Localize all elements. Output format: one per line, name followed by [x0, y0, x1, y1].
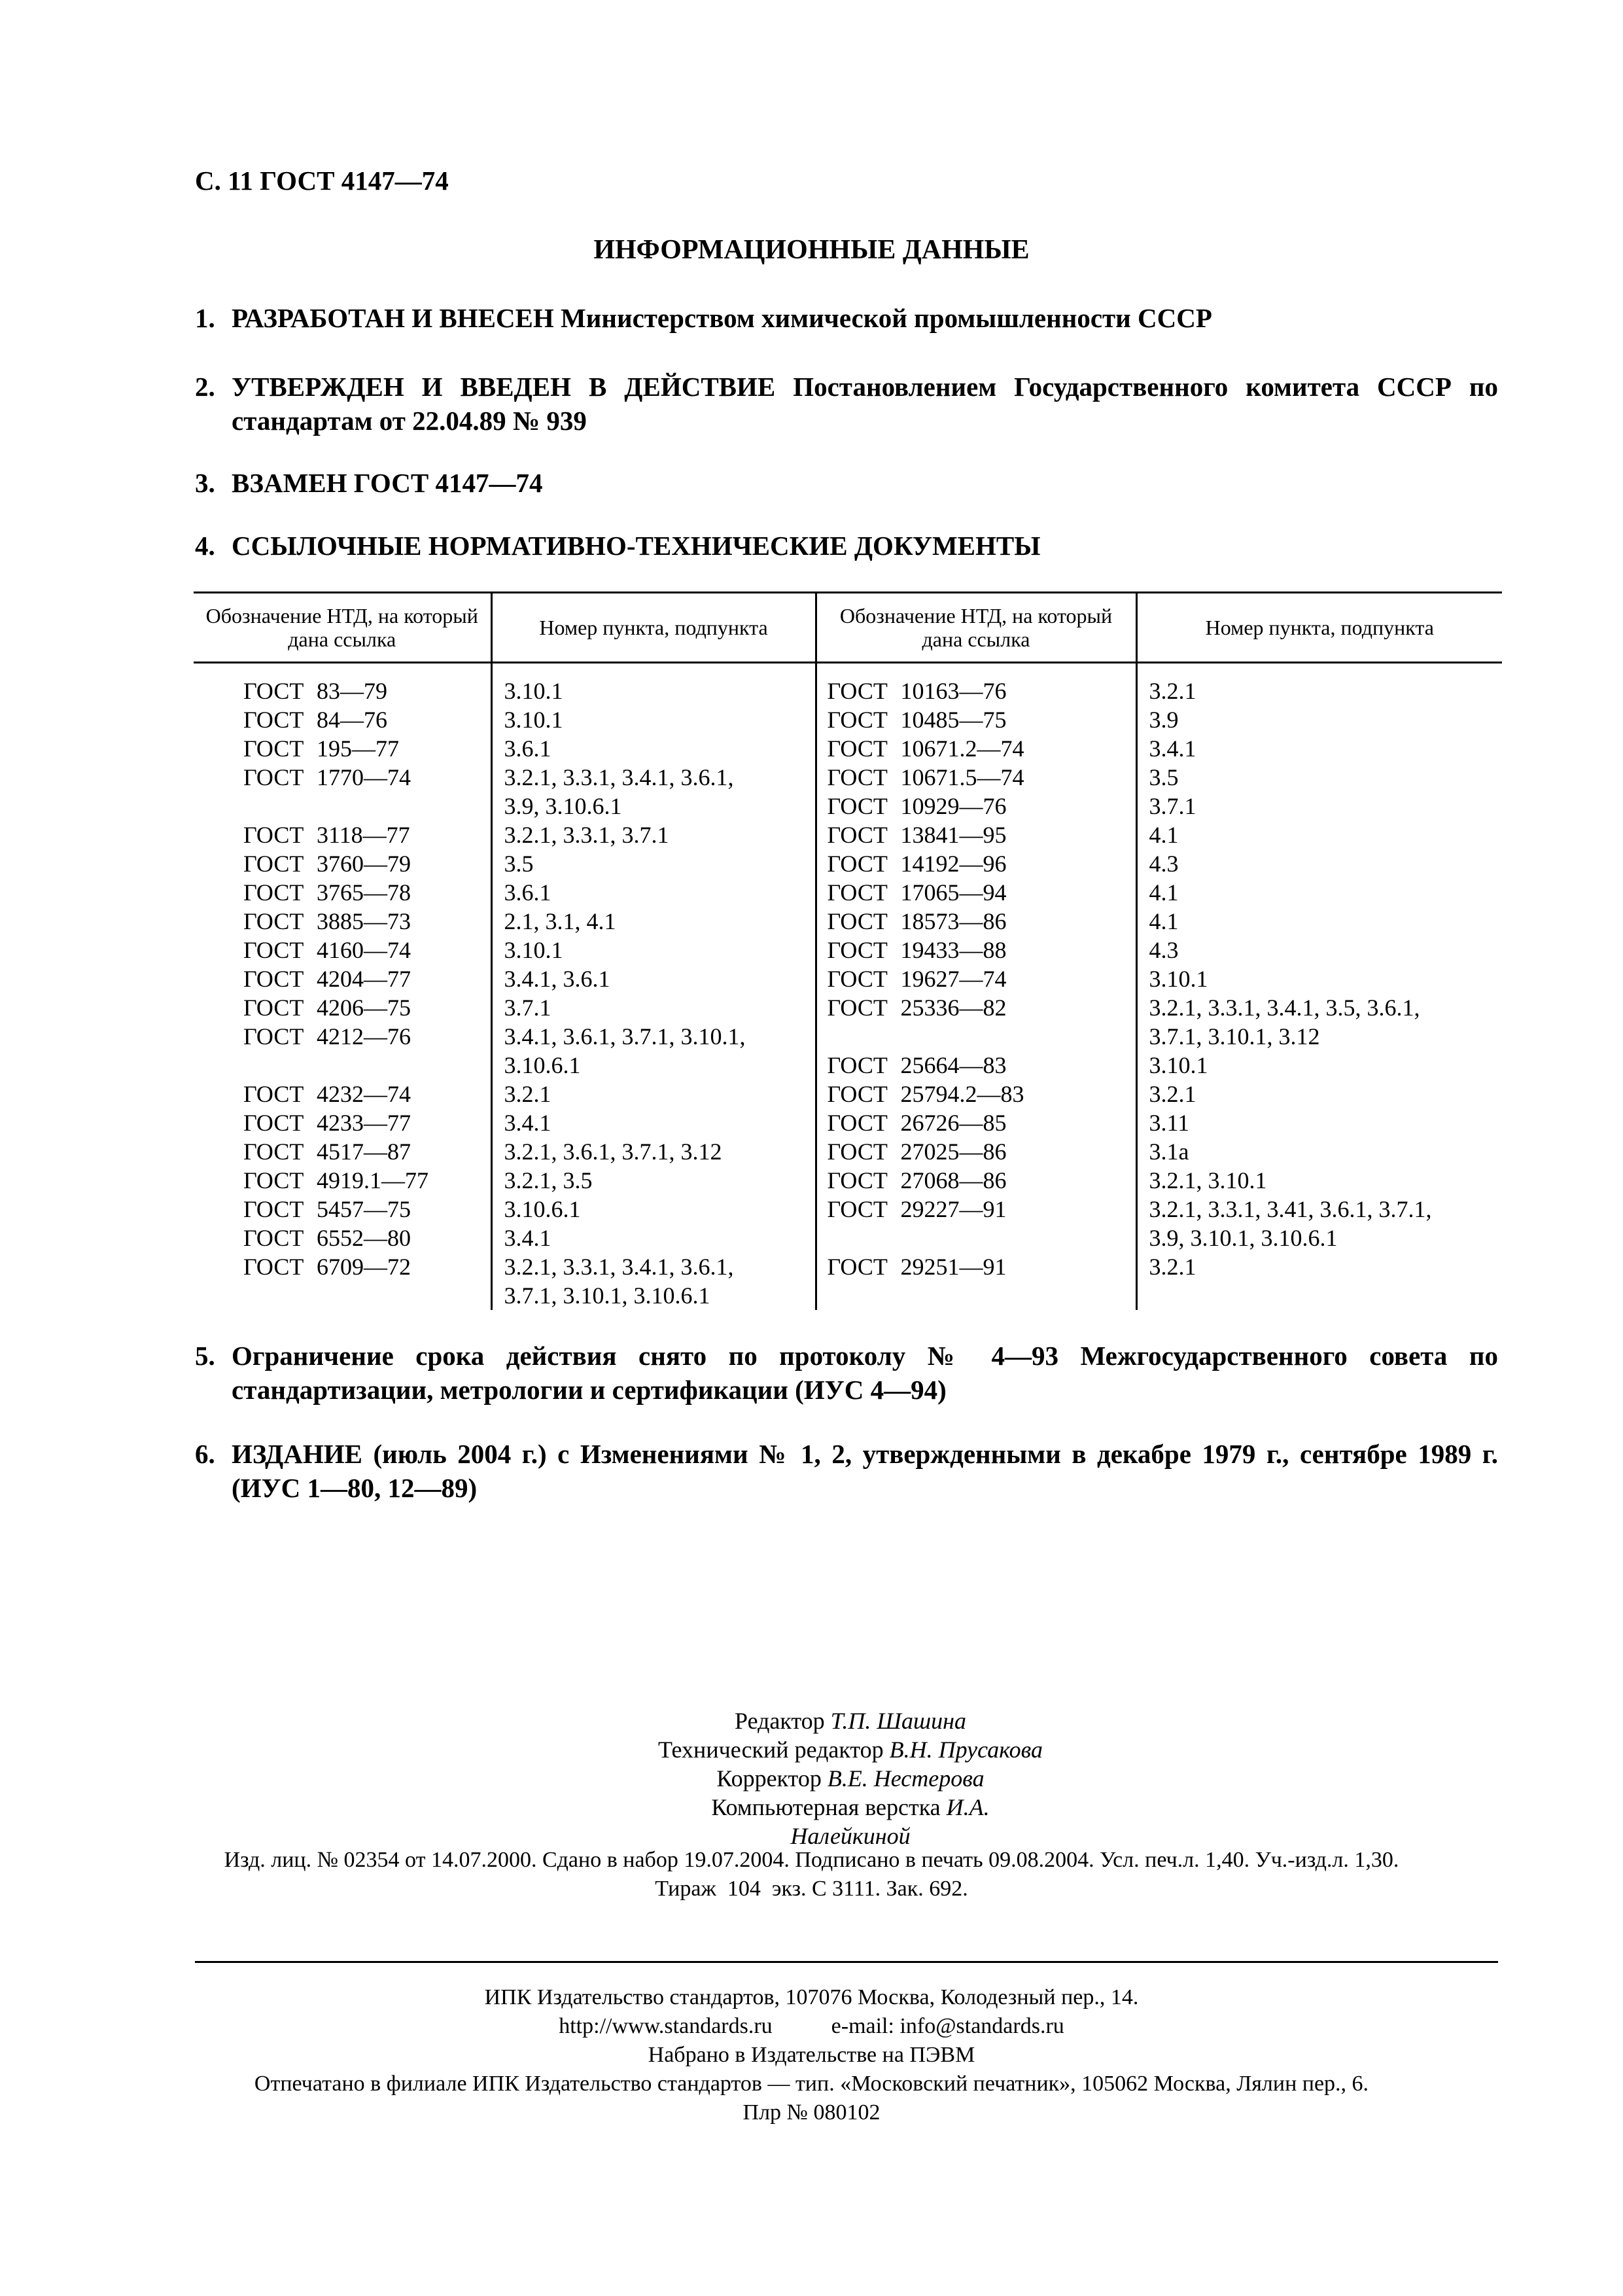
clause-cell: 3.6.1 [491, 734, 816, 763]
doc-designation-cell [816, 705, 1136, 734]
doc-designation-cell [816, 763, 1136, 792]
table-row [194, 1281, 1502, 1310]
doc-number: 27068—86 [900, 1167, 1007, 1193]
doc-prefix: ГОСТ [243, 678, 304, 704]
doc-designation-cell [816, 821, 1136, 849]
doc-designation-cell [194, 1224, 491, 1252]
doc-prefix: ГОСТ [827, 1196, 888, 1222]
page-header: С. 11 ГОСТ 4147—74 [195, 166, 449, 196]
clause-cell: 3.9 [1136, 705, 1502, 734]
credit-name: И.А. Налейкиной [790, 1794, 990, 1849]
doc-prefix: ГОСТ [827, 995, 888, 1021]
doc-designation-cell [816, 964, 1136, 993]
doc-prefix: ГОСТ [243, 707, 304, 733]
clause-cell: 4.1 [1136, 878, 1502, 907]
doc-designation-cell [816, 878, 1136, 907]
clause-cell: 3.6.1 [491, 878, 816, 907]
clause-cell: 4.1 [1136, 907, 1502, 936]
doc-number: 4204—77 [317, 966, 411, 992]
info-item-6 [195, 1437, 1498, 1505]
doc-designation-cell [816, 663, 1136, 706]
credit-editor [654, 1706, 1047, 1735]
doc-number: 4212—76 [317, 1023, 411, 1050]
doc-number: 3760—79 [317, 851, 411, 877]
clause-cell: 3.10.1 [491, 936, 816, 964]
doc-designation-cell [816, 792, 1136, 821]
doc-designation-cell [194, 936, 491, 964]
clause-cell: 3.10.1 [491, 663, 816, 706]
credit-tech-editor [654, 1735, 1047, 1764]
publisher-line-3: Набрано в Издательстве на ПЭВМ [648, 2043, 975, 2067]
col-header-clause-left: Номер пункта, подпункта [491, 593, 816, 663]
doc-designation-cell [194, 1022, 491, 1051]
doc-number: 3765—78 [317, 879, 411, 906]
doc-prefix: ГОСТ [827, 764, 888, 790]
doc-prefix: ГОСТ [243, 851, 304, 877]
publisher-email[interactable]: e-mail: info@standards.ru [831, 2014, 1064, 2038]
doc-designation-cell [816, 1137, 1136, 1166]
col-header-clause-right: Номер пункта, подпункта [1136, 593, 1502, 663]
imprint-line-1: Изд. лиц. № 02354 от 14.07.2000. Сдано в набор 19.07.2004. Подписано в печать 09.08.2004. Усл. печ.л. 1,40. Уч.-изд.л. 1,30. [224, 1848, 1399, 1872]
table-row [194, 1195, 1502, 1224]
doc-number: 17065—94 [900, 879, 1007, 906]
clause-cell: 3.7.1, 3.10.1, 3.10.6.1 [491, 1281, 816, 1310]
table-row [194, 705, 1502, 734]
doc-designation-cell [816, 734, 1136, 763]
table-row [194, 1252, 1502, 1281]
credit-role: Корректор [716, 1765, 822, 1792]
clause-cell: 3.9, 3.10.1, 3.10.6.1 [1136, 1224, 1502, 1252]
clause-cell: 3.10.1 [491, 705, 816, 734]
info-item-2 [195, 370, 1498, 438]
doc-designation-cell [816, 1080, 1136, 1108]
clause-cell: 3.2.1, 3.3.1, 3.41, 3.6.1, 3.7.1, [1136, 1195, 1502, 1224]
doc-designation-cell [194, 849, 491, 878]
doc-designation-cell [194, 1051, 491, 1080]
doc-designation-cell [194, 705, 491, 734]
doc-prefix: ГОСТ [827, 1052, 888, 1078]
doc-number: 10163—76 [900, 678, 1007, 704]
publisher-line-4: Отпечатано в филиале ИПК Издательство стандартов — тип. «Московский печатник», 105062 Москва, Лялин пер., 6. [254, 2072, 1369, 2096]
doc-prefix: ГОСТ [827, 937, 888, 963]
doc-number: 18573—86 [900, 908, 1007, 934]
doc-number: 29251—91 [900, 1254, 1007, 1280]
info-item-3 [195, 466, 1498, 500]
doc-designation-cell [816, 1224, 1136, 1252]
item-number: 1. [195, 303, 215, 333]
doc-prefix: ГОСТ [243, 1196, 304, 1222]
doc-number: 4919.1—77 [317, 1167, 428, 1193]
doc-prefix: ГОСТ [827, 707, 888, 733]
credit-name: Т.П. Шашина [830, 1708, 966, 1734]
clause-cell: 3.10.6.1 [491, 1195, 816, 1224]
clause-cell: 3.2.1 [1136, 1080, 1502, 1108]
doc-prefix: ГОСТ [243, 1081, 304, 1107]
item-text: Ограничение срока действия снято по протоколу № 4—93 Межгосударственного совета по стандартизации, метрологии и сертификации (ИУС 4—94) [232, 1341, 1498, 1405]
clause-cell: 3.4.1, 3.6.1, 3.7.1, 3.10.1, [491, 1022, 816, 1051]
clause-cell: 3.10.1 [1136, 964, 1502, 993]
info-item-4 [195, 529, 1498, 563]
item-bold-text: ССЫЛОЧНЫЕ НОРМАТИВНО-ТЕХНИЧЕСКИЕ ДОКУМЕНТЫ [232, 531, 1041, 561]
doc-number: 4233—77 [317, 1110, 411, 1136]
clause-cell: 3.2.1, 3.3.1, 3.7.1 [491, 821, 816, 849]
doc-designation-cell [194, 663, 491, 706]
doc-prefix: ГОСТ [243, 966, 304, 992]
doc-prefix: ГОСТ [243, 879, 304, 906]
doc-designation-cell [816, 1166, 1136, 1195]
doc-number: 4517—87 [317, 1139, 411, 1165]
doc-designation-cell [194, 792, 491, 821]
doc-number: 14192—96 [900, 851, 1007, 877]
item-number: 3. [195, 468, 215, 498]
table-row [194, 1080, 1502, 1108]
clause-cell: 3.1а [1136, 1137, 1502, 1166]
doc-designation-cell [816, 936, 1136, 964]
clause-cell: 3.4.1 [491, 1108, 816, 1137]
doc-designation-cell [816, 1022, 1136, 1051]
doc-prefix: ГОСТ [827, 1167, 888, 1193]
doc-designation-cell [816, 907, 1136, 936]
table-row [194, 907, 1502, 936]
clause-cell: 3.5 [491, 849, 816, 878]
doc-prefix: ГОСТ [243, 1167, 304, 1193]
doc-number: 10929—76 [900, 793, 1007, 819]
credit-layout [654, 1793, 1047, 1850]
clause-cell: 3.2.1 [1136, 1252, 1502, 1281]
doc-prefix: ГОСТ [827, 879, 888, 906]
credits-block [654, 1706, 1047, 1850]
doc-prefix: ГОСТ [243, 822, 304, 848]
doc-designation-cell [194, 1195, 491, 1224]
doc-number: 26726—85 [900, 1110, 1007, 1136]
clause-cell: 3.10.6.1 [491, 1051, 816, 1080]
doc-designation-cell [816, 1051, 1136, 1080]
clause-cell: 3.9, 3.10.6.1 [491, 792, 816, 821]
item-text: Постановлением Государственного комитета СССР по стандартам от 22.04.89 № 939 [232, 372, 1498, 436]
col-header-doc-right: Обозначение НТД, на который дана ссылка [816, 593, 1136, 663]
doc-number: 10671.2—74 [900, 735, 1024, 762]
doc-number: 1770—74 [317, 764, 411, 790]
doc-designation-cell [194, 1137, 491, 1166]
doc-number: 25336—82 [900, 995, 1007, 1021]
page-title: ИНФОРМАЦИОННЫЕ ДАННЫЕ [593, 235, 1030, 265]
doc-number: 29227—91 [900, 1196, 1007, 1222]
clause-cell: 3.7.1, 3.10.1, 3.12 [1136, 1022, 1502, 1051]
doc-prefix: ГОСТ [827, 1110, 888, 1136]
item-number: 4. [195, 531, 215, 561]
doc-number: 6552—80 [317, 1225, 411, 1251]
table-row [194, 878, 1502, 907]
credit-role: Технический редактор [657, 1737, 884, 1763]
clause-cell: 3.7.1 [491, 993, 816, 1022]
clause-cell [1136, 1281, 1502, 1310]
doc-prefix: ГОСТ [243, 1139, 304, 1165]
table-row [194, 763, 1502, 792]
doc-prefix: ГОСТ [827, 678, 888, 704]
publisher-contacts [0, 2013, 1623, 2040]
credit-name: В.Н. Прусакова [889, 1737, 1043, 1763]
clause-cell: 3.11 [1136, 1108, 1502, 1137]
clause-cell: 3.4.1 [1136, 734, 1502, 763]
doc-designation-cell [816, 1281, 1136, 1310]
credit-name: В.Е. Нестерова [827, 1765, 985, 1792]
table-row [194, 1166, 1502, 1195]
doc-designation-cell [194, 993, 491, 1022]
doc-number: 4160—74 [317, 937, 411, 963]
doc-prefix: ГОСТ [827, 822, 888, 848]
item-number: 2. [195, 372, 215, 402]
doc-designation-cell [194, 1166, 491, 1195]
doc-number: 6709—72 [317, 1254, 411, 1280]
doc-number: 195—77 [317, 735, 399, 762]
doc-designation-cell [816, 993, 1136, 1022]
table-row [194, 993, 1502, 1022]
clause-cell: 4.3 [1136, 849, 1502, 878]
table-row [194, 936, 1502, 964]
doc-number: 3118—77 [317, 822, 410, 848]
doc-designation-cell [194, 907, 491, 936]
doc-designation-cell [194, 763, 491, 792]
item-text: ИЗДАНИЕ (июль 2004 г.) с Изменениями № 1, 2, утвержденными в декабре 1979 г., сентябре 1989 г. (ИУС 1—80, 12—89) [232, 1439, 1498, 1503]
table-row [194, 1022, 1502, 1051]
doc-number: 83—79 [317, 678, 387, 704]
clause-cell: 4.3 [1136, 936, 1502, 964]
item-bold-text: ВЗАМЕН ГОСТ 4147—74 [232, 468, 543, 498]
doc-number: 4206—75 [317, 995, 411, 1021]
clause-cell: 4.1 [1136, 821, 1502, 849]
doc-number: 84—76 [317, 707, 387, 733]
table-row [194, 663, 1502, 706]
imprint-line-2: Тираж 104 экз. С 3111. Зак. 692. [655, 1877, 968, 1901]
doc-number: 19627—74 [900, 966, 1007, 992]
doc-designation-cell [194, 1252, 491, 1281]
references-table [194, 592, 1502, 1310]
doc-number: 27025—86 [900, 1139, 1007, 1165]
table-row [194, 1051, 1502, 1080]
doc-prefix: ГОСТ [827, 851, 888, 877]
doc-designation-cell [194, 1080, 491, 1108]
doc-prefix: ГОСТ [243, 1225, 304, 1251]
doc-designation-cell [194, 964, 491, 993]
item-number: 5. [195, 1341, 215, 1371]
clause-cell: 3.4.1 [491, 1224, 816, 1252]
doc-prefix: ГОСТ [243, 1110, 304, 1136]
table-row [194, 734, 1502, 763]
clause-cell: 3.7.1 [1136, 792, 1502, 821]
doc-prefix: ГОСТ [243, 995, 304, 1021]
doc-prefix: ГОСТ [243, 908, 304, 934]
doc-number: 13841—95 [900, 822, 1007, 848]
credit-role: Компьютерная верстка [711, 1794, 941, 1820]
doc-prefix: ГОСТ [243, 735, 304, 762]
doc-prefix: ГОСТ [243, 1254, 304, 1280]
doc-designation-cell [816, 1195, 1136, 1224]
col-header-doc-left: Обозначение НТД, на который дана ссылка [194, 593, 491, 663]
publisher-website[interactable]: http://www.standards.ru [559, 2014, 773, 2038]
item-bold-text: УТВЕРЖДЕН И ВВЕДЕН В ДЕЙСТВИЕ [232, 372, 776, 402]
clause-cell: 3.2.1, 3.5 [491, 1166, 816, 1195]
table-row [194, 792, 1502, 821]
doc-designation-cell [816, 1252, 1136, 1281]
clause-cell: 3.2.1 [1136, 663, 1502, 706]
doc-prefix: ГОСТ [827, 1254, 888, 1280]
doc-prefix: ГОСТ [827, 966, 888, 992]
doc-number: 10671.5—74 [900, 764, 1024, 790]
doc-number: 10485—75 [900, 707, 1007, 733]
table-row [194, 1224, 1502, 1252]
info-item-1 [195, 301, 1498, 335]
doc-prefix: ГОСТ [827, 1081, 888, 1107]
divider [195, 1961, 1498, 1963]
table-row [194, 821, 1502, 849]
clause-cell: 3.2.1 [491, 1080, 816, 1108]
doc-designation-cell [194, 821, 491, 849]
clause-cell: 3.2.1, 3.3.1, 3.4.1, 3.6.1, [491, 763, 816, 792]
doc-number: 25664—83 [900, 1052, 1007, 1078]
doc-designation-cell [194, 734, 491, 763]
table-header-row [194, 593, 1502, 663]
doc-prefix: ГОСТ [827, 1139, 888, 1165]
doc-designation-cell [816, 1108, 1136, 1137]
publisher-line-1: ИПК Издательство стандартов, 107076 Москва, Колодезный пер., 14. [484, 1985, 1139, 2009]
clause-cell: 3.5 [1136, 763, 1502, 792]
table-row [194, 964, 1502, 993]
doc-designation-cell [194, 1281, 491, 1310]
doc-number: 3885—73 [317, 908, 411, 934]
doc-number: 19433—88 [900, 937, 1007, 963]
clause-cell: 3.2.1, 3.3.1, 3.4.1, 3.6.1, [491, 1252, 816, 1281]
publisher-line-5: Плр № 080102 [742, 2100, 881, 2125]
info-item-5 [195, 1339, 1498, 1407]
clause-cell: 3.2.1, 3.10.1 [1136, 1166, 1502, 1195]
table-row [194, 1108, 1502, 1137]
credit-corrector [654, 1764, 1047, 1793]
doc-prefix: ГОСТ [827, 908, 888, 934]
item-bold-text: РАЗРАБОТАН И ВНЕСЕН [232, 303, 554, 333]
credit-role: Редактор [735, 1708, 825, 1734]
clause-cell: 3.10.1 [1136, 1051, 1502, 1080]
clause-cell: 3.4.1, 3.6.1 [491, 964, 816, 993]
doc-number: 25794.2—83 [900, 1081, 1024, 1107]
doc-designation-cell [194, 878, 491, 907]
doc-prefix: ГОСТ [243, 1023, 304, 1050]
doc-designation-cell [194, 1108, 491, 1137]
item-text: Министерством химической промышленности СССР [553, 303, 1212, 333]
doc-prefix: ГОСТ [243, 764, 304, 790]
clause-cell: 3.2.1, 3.6.1, 3.7.1, 3.12 [491, 1137, 816, 1166]
doc-number: 5457—75 [317, 1196, 411, 1222]
table-row [194, 1137, 1502, 1166]
doc-number: 4232—74 [317, 1081, 411, 1107]
clause-cell: 3.2.1, 3.3.1, 3.4.1, 3.5, 3.6.1, [1136, 993, 1502, 1022]
item-number: 6. [195, 1439, 215, 1469]
doc-prefix: ГОСТ [243, 937, 304, 963]
table-row [194, 849, 1502, 878]
doc-prefix: ГОСТ [827, 793, 888, 819]
clause-cell: 2.1, 3.1, 4.1 [491, 907, 816, 936]
doc-designation-cell [816, 849, 1136, 878]
doc-prefix: ГОСТ [827, 735, 888, 762]
